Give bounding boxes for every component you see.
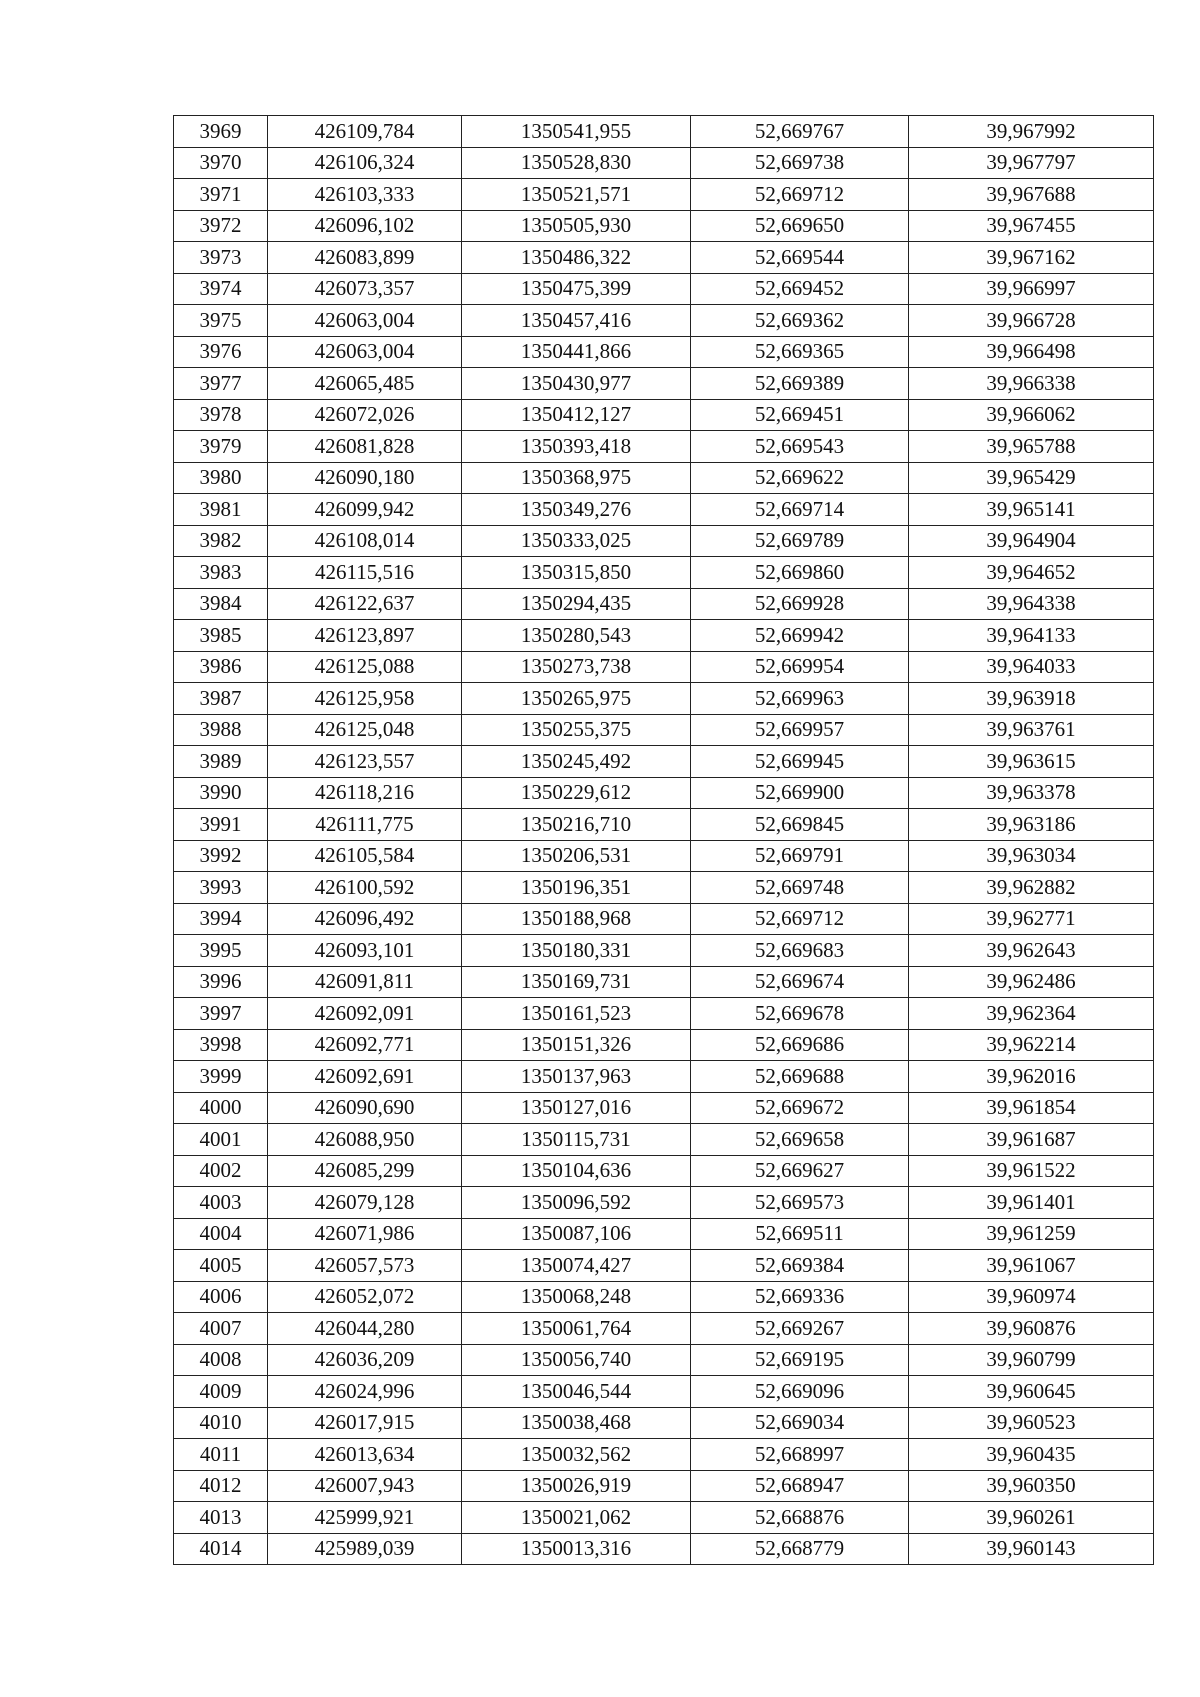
latitude-cell: 52,669573	[691, 1187, 909, 1219]
longitude-cell: 39,961854	[909, 1092, 1154, 1124]
point-number-cell: 4001	[174, 1124, 268, 1156]
point-number-cell: 3984	[174, 588, 268, 620]
point-number-cell: 4003	[174, 1187, 268, 1219]
point-number-cell: 4007	[174, 1313, 268, 1345]
x-coordinate-cell: 426106,324	[268, 147, 462, 179]
longitude-cell: 39,960876	[909, 1313, 1154, 1345]
point-number-cell: 4006	[174, 1281, 268, 1313]
table-row	[174, 1061, 1154, 1093]
longitude-cell: 39,962016	[909, 1061, 1154, 1093]
x-coordinate-cell: 426065,485	[268, 368, 462, 400]
latitude-cell: 52,669336	[691, 1281, 909, 1313]
point-number-cell: 3992	[174, 840, 268, 872]
latitude-cell: 52,669622	[691, 462, 909, 494]
latitude-cell: 52,669658	[691, 1124, 909, 1156]
x-coordinate-cell: 426115,516	[268, 557, 462, 589]
y-coordinate-cell: 1350061,764	[462, 1313, 691, 1345]
longitude-cell: 39,965141	[909, 494, 1154, 526]
y-coordinate-cell: 1350441,866	[462, 336, 691, 368]
y-coordinate-cell: 1350486,322	[462, 242, 691, 274]
y-coordinate-cell: 1350046,544	[462, 1376, 691, 1408]
point-number-cell: 3985	[174, 620, 268, 652]
x-coordinate-cell: 426036,209	[268, 1344, 462, 1376]
x-coordinate-cell: 426092,091	[268, 998, 462, 1030]
longitude-cell: 39,961687	[909, 1124, 1154, 1156]
table-row	[174, 273, 1154, 305]
longitude-cell: 39,962486	[909, 966, 1154, 998]
table-row	[174, 116, 1154, 148]
x-coordinate-cell: 426083,899	[268, 242, 462, 274]
table-row	[174, 431, 1154, 463]
x-coordinate-cell: 426111,775	[268, 809, 462, 841]
table-row	[174, 336, 1154, 368]
y-coordinate-cell: 1350216,710	[462, 809, 691, 841]
longitude-cell: 39,960143	[909, 1533, 1154, 1565]
longitude-cell: 39,964652	[909, 557, 1154, 589]
latitude-cell: 52,669945	[691, 746, 909, 778]
y-coordinate-cell: 1350528,830	[462, 147, 691, 179]
latitude-cell: 52,669714	[691, 494, 909, 526]
table-row	[174, 305, 1154, 337]
x-coordinate-cell: 426103,333	[268, 179, 462, 211]
latitude-cell: 52,669860	[691, 557, 909, 589]
x-coordinate-cell: 426017,915	[268, 1407, 462, 1439]
y-coordinate-cell: 1350021,062	[462, 1502, 691, 1534]
point-number-cell: 3986	[174, 651, 268, 683]
y-coordinate-cell: 1350188,968	[462, 903, 691, 935]
table-row	[174, 683, 1154, 715]
point-number-cell: 3990	[174, 777, 268, 809]
coordinates-table-body	[174, 116, 1154, 1565]
point-number-cell: 4002	[174, 1155, 268, 1187]
table-row	[174, 368, 1154, 400]
y-coordinate-cell: 1350265,975	[462, 683, 691, 715]
point-number-cell: 3996	[174, 966, 268, 998]
y-coordinate-cell: 1350137,963	[462, 1061, 691, 1093]
longitude-cell: 39,967688	[909, 179, 1154, 211]
longitude-cell: 39,961067	[909, 1250, 1154, 1282]
y-coordinate-cell: 1350255,375	[462, 714, 691, 746]
x-coordinate-cell: 426073,357	[268, 273, 462, 305]
longitude-cell: 39,960435	[909, 1439, 1154, 1471]
longitude-cell: 39,963918	[909, 683, 1154, 715]
point-number-cell: 3989	[174, 746, 268, 778]
x-coordinate-cell: 426013,634	[268, 1439, 462, 1471]
latitude-cell: 52,669942	[691, 620, 909, 652]
table-row	[174, 242, 1154, 274]
table-row	[174, 399, 1154, 431]
x-coordinate-cell: 426081,828	[268, 431, 462, 463]
y-coordinate-cell: 1350393,418	[462, 431, 691, 463]
x-coordinate-cell: 426099,942	[268, 494, 462, 526]
point-number-cell: 3973	[174, 242, 268, 274]
x-coordinate-cell: 425989,039	[268, 1533, 462, 1565]
longitude-cell: 39,963186	[909, 809, 1154, 841]
y-coordinate-cell: 1350333,025	[462, 525, 691, 557]
table-row	[174, 1029, 1154, 1061]
point-number-cell: 3980	[174, 462, 268, 494]
table-row	[174, 1218, 1154, 1250]
latitude-cell: 52,669195	[691, 1344, 909, 1376]
longitude-cell: 39,960523	[909, 1407, 1154, 1439]
table-row	[174, 1313, 1154, 1345]
table-row	[174, 525, 1154, 557]
x-coordinate-cell: 426105,584	[268, 840, 462, 872]
y-coordinate-cell: 1350115,731	[462, 1124, 691, 1156]
latitude-cell: 52,669738	[691, 147, 909, 179]
y-coordinate-cell: 1350104,636	[462, 1155, 691, 1187]
table-row	[174, 557, 1154, 589]
x-coordinate-cell: 426071,986	[268, 1218, 462, 1250]
x-coordinate-cell: 426093,101	[268, 935, 462, 967]
longitude-cell: 39,962882	[909, 872, 1154, 904]
y-coordinate-cell: 1350169,731	[462, 966, 691, 998]
y-coordinate-cell: 1350541,955	[462, 116, 691, 148]
y-coordinate-cell: 1350151,326	[462, 1029, 691, 1061]
latitude-cell: 52,669845	[691, 809, 909, 841]
table-row	[174, 777, 1154, 809]
y-coordinate-cell: 1350521,571	[462, 179, 691, 211]
latitude-cell: 52,669267	[691, 1313, 909, 1345]
latitude-cell: 52,669900	[691, 777, 909, 809]
point-number-cell: 3999	[174, 1061, 268, 1093]
y-coordinate-cell: 1350038,468	[462, 1407, 691, 1439]
point-number-cell: 3983	[174, 557, 268, 589]
point-number-cell: 4000	[174, 1092, 268, 1124]
latitude-cell: 52,669034	[691, 1407, 909, 1439]
y-coordinate-cell: 1350412,127	[462, 399, 691, 431]
x-coordinate-cell: 426096,102	[268, 210, 462, 242]
longitude-cell: 39,967992	[909, 116, 1154, 148]
table-row	[174, 840, 1154, 872]
point-number-cell: 3997	[174, 998, 268, 1030]
x-coordinate-cell: 426052,072	[268, 1281, 462, 1313]
longitude-cell: 39,962771	[909, 903, 1154, 935]
x-coordinate-cell: 426088,950	[268, 1124, 462, 1156]
longitude-cell: 39,966062	[909, 399, 1154, 431]
point-number-cell: 4013	[174, 1502, 268, 1534]
y-coordinate-cell: 1350096,592	[462, 1187, 691, 1219]
longitude-cell: 39,960350	[909, 1470, 1154, 1502]
latitude-cell: 52,669365	[691, 336, 909, 368]
latitude-cell: 52,669389	[691, 368, 909, 400]
y-coordinate-cell: 1350180,331	[462, 935, 691, 967]
x-coordinate-cell: 426125,048	[268, 714, 462, 746]
longitude-cell: 39,962214	[909, 1029, 1154, 1061]
point-number-cell: 3993	[174, 872, 268, 904]
x-coordinate-cell: 426108,014	[268, 525, 462, 557]
longitude-cell: 39,967162	[909, 242, 1154, 274]
latitude-cell: 52,669683	[691, 935, 909, 967]
point-number-cell: 3991	[174, 809, 268, 841]
longitude-cell: 39,960799	[909, 1344, 1154, 1376]
table-row	[174, 809, 1154, 841]
longitude-cell: 39,963034	[909, 840, 1154, 872]
x-coordinate-cell: 426092,771	[268, 1029, 462, 1061]
latitude-cell: 52,669511	[691, 1218, 909, 1250]
table-row	[174, 1502, 1154, 1534]
latitude-cell: 52,668947	[691, 1470, 909, 1502]
table-row	[174, 935, 1154, 967]
table-row	[174, 1376, 1154, 1408]
latitude-cell: 52,669678	[691, 998, 909, 1030]
point-number-cell: 3995	[174, 935, 268, 967]
x-coordinate-cell: 426063,004	[268, 305, 462, 337]
longitude-cell: 39,961401	[909, 1187, 1154, 1219]
x-coordinate-cell: 426063,004	[268, 336, 462, 368]
longitude-cell: 39,961522	[909, 1155, 1154, 1187]
table-row	[174, 1439, 1154, 1471]
point-number-cell: 4005	[174, 1250, 268, 1282]
latitude-cell: 52,669767	[691, 116, 909, 148]
latitude-cell: 52,669384	[691, 1250, 909, 1282]
longitude-cell: 39,966728	[909, 305, 1154, 337]
table-row	[174, 1187, 1154, 1219]
longitude-cell: 39,966338	[909, 368, 1154, 400]
table-row	[174, 210, 1154, 242]
table-row	[174, 147, 1154, 179]
x-coordinate-cell: 426122,637	[268, 588, 462, 620]
latitude-cell: 52,669957	[691, 714, 909, 746]
y-coordinate-cell: 1350457,416	[462, 305, 691, 337]
x-coordinate-cell: 426090,180	[268, 462, 462, 494]
table-row	[174, 1470, 1154, 1502]
point-number-cell: 3978	[174, 399, 268, 431]
x-coordinate-cell: 426079,128	[268, 1187, 462, 1219]
table-row	[174, 872, 1154, 904]
point-number-cell: 3976	[174, 336, 268, 368]
point-number-cell: 3969	[174, 116, 268, 148]
x-coordinate-cell: 425999,921	[268, 1502, 462, 1534]
point-number-cell: 3971	[174, 179, 268, 211]
longitude-cell: 39,960974	[909, 1281, 1154, 1313]
table-row	[174, 714, 1154, 746]
latitude-cell: 52,668779	[691, 1533, 909, 1565]
longitude-cell: 39,964904	[909, 525, 1154, 557]
point-number-cell: 3970	[174, 147, 268, 179]
longitude-cell: 39,962643	[909, 935, 1154, 967]
x-coordinate-cell: 426072,026	[268, 399, 462, 431]
x-coordinate-cell: 426123,897	[268, 620, 462, 652]
y-coordinate-cell: 1350368,975	[462, 462, 691, 494]
y-coordinate-cell: 1350475,399	[462, 273, 691, 305]
latitude-cell: 52,669650	[691, 210, 909, 242]
latitude-cell: 52,669688	[691, 1061, 909, 1093]
latitude-cell: 52,669543	[691, 431, 909, 463]
point-number-cell: 3974	[174, 273, 268, 305]
latitude-cell: 52,669362	[691, 305, 909, 337]
point-number-cell: 4004	[174, 1218, 268, 1250]
table-row	[174, 1407, 1154, 1439]
x-coordinate-cell: 426100,592	[268, 872, 462, 904]
coordinates-table	[173, 115, 1154, 1565]
point-number-cell: 4009	[174, 1376, 268, 1408]
longitude-cell: 39,966997	[909, 273, 1154, 305]
latitude-cell: 52,669627	[691, 1155, 909, 1187]
x-coordinate-cell: 426057,573	[268, 1250, 462, 1282]
table-row	[174, 1124, 1154, 1156]
y-coordinate-cell: 1350206,531	[462, 840, 691, 872]
x-coordinate-cell: 426125,958	[268, 683, 462, 715]
longitude-cell: 39,967455	[909, 210, 1154, 242]
y-coordinate-cell: 1350032,562	[462, 1439, 691, 1471]
point-number-cell: 4014	[174, 1533, 268, 1565]
table-row	[174, 651, 1154, 683]
longitude-cell: 39,965429	[909, 462, 1154, 494]
table-row	[174, 1250, 1154, 1282]
point-number-cell: 3981	[174, 494, 268, 526]
y-coordinate-cell: 1350349,276	[462, 494, 691, 526]
longitude-cell: 39,963615	[909, 746, 1154, 778]
y-coordinate-cell: 1350056,740	[462, 1344, 691, 1376]
latitude-cell: 52,669686	[691, 1029, 909, 1061]
x-coordinate-cell: 426092,691	[268, 1061, 462, 1093]
y-coordinate-cell: 1350505,930	[462, 210, 691, 242]
y-coordinate-cell: 1350273,738	[462, 651, 691, 683]
table-row	[174, 998, 1154, 1030]
x-coordinate-cell: 426085,299	[268, 1155, 462, 1187]
x-coordinate-cell: 426044,280	[268, 1313, 462, 1345]
latitude-cell: 52,669672	[691, 1092, 909, 1124]
point-number-cell: 3987	[174, 683, 268, 715]
table-row	[174, 903, 1154, 935]
latitude-cell: 52,669928	[691, 588, 909, 620]
y-coordinate-cell: 1350315,850	[462, 557, 691, 589]
y-coordinate-cell: 1350196,351	[462, 872, 691, 904]
latitude-cell: 52,668876	[691, 1502, 909, 1534]
longitude-cell: 39,960261	[909, 1502, 1154, 1534]
longitude-cell: 39,963378	[909, 777, 1154, 809]
latitude-cell: 52,669748	[691, 872, 909, 904]
table-row	[174, 462, 1154, 494]
latitude-cell: 52,669096	[691, 1376, 909, 1408]
y-coordinate-cell: 1350074,427	[462, 1250, 691, 1282]
longitude-cell: 39,962364	[909, 998, 1154, 1030]
longitude-cell: 39,964338	[909, 588, 1154, 620]
longitude-cell: 39,960645	[909, 1376, 1154, 1408]
y-coordinate-cell: 1350161,523	[462, 998, 691, 1030]
point-number-cell: 4012	[174, 1470, 268, 1502]
y-coordinate-cell: 1350087,106	[462, 1218, 691, 1250]
y-coordinate-cell: 1350280,543	[462, 620, 691, 652]
x-coordinate-cell: 426096,492	[268, 903, 462, 935]
y-coordinate-cell: 1350127,016	[462, 1092, 691, 1124]
latitude-cell: 52,669712	[691, 903, 909, 935]
x-coordinate-cell: 426123,557	[268, 746, 462, 778]
x-coordinate-cell: 426090,690	[268, 1092, 462, 1124]
x-coordinate-cell: 426091,811	[268, 966, 462, 998]
point-number-cell: 4010	[174, 1407, 268, 1439]
latitude-cell: 52,669963	[691, 683, 909, 715]
point-number-cell: 3977	[174, 368, 268, 400]
point-number-cell: 4008	[174, 1344, 268, 1376]
point-number-cell: 3972	[174, 210, 268, 242]
longitude-cell: 39,964133	[909, 620, 1154, 652]
y-coordinate-cell: 1350229,612	[462, 777, 691, 809]
y-coordinate-cell: 1350294,435	[462, 588, 691, 620]
point-number-cell: 3988	[174, 714, 268, 746]
y-coordinate-cell: 1350013,316	[462, 1533, 691, 1565]
point-number-cell: 3979	[174, 431, 268, 463]
y-coordinate-cell: 1350430,977	[462, 368, 691, 400]
x-coordinate-cell: 426125,088	[268, 651, 462, 683]
longitude-cell: 39,963761	[909, 714, 1154, 746]
latitude-cell: 52,669954	[691, 651, 909, 683]
point-number-cell: 3994	[174, 903, 268, 935]
latitude-cell: 52,669452	[691, 273, 909, 305]
x-coordinate-cell: 426007,943	[268, 1470, 462, 1502]
latitude-cell: 52,669674	[691, 966, 909, 998]
longitude-cell: 39,961259	[909, 1218, 1154, 1250]
y-coordinate-cell: 1350245,492	[462, 746, 691, 778]
longitude-cell: 39,966498	[909, 336, 1154, 368]
x-coordinate-cell: 426109,784	[268, 116, 462, 148]
y-coordinate-cell: 1350026,919	[462, 1470, 691, 1502]
table-row	[174, 588, 1154, 620]
latitude-cell: 52,669712	[691, 179, 909, 211]
table-row	[174, 966, 1154, 998]
longitude-cell: 39,964033	[909, 651, 1154, 683]
point-number-cell: 3975	[174, 305, 268, 337]
point-number-cell: 3982	[174, 525, 268, 557]
point-number-cell: 3998	[174, 1029, 268, 1061]
table-row	[174, 1155, 1154, 1187]
longitude-cell: 39,967797	[909, 147, 1154, 179]
longitude-cell: 39,965788	[909, 431, 1154, 463]
table-row	[174, 746, 1154, 778]
table-row	[174, 179, 1154, 211]
table-row	[174, 494, 1154, 526]
x-coordinate-cell: 426024,996	[268, 1376, 462, 1408]
x-coordinate-cell: 426118,216	[268, 777, 462, 809]
y-coordinate-cell: 1350068,248	[462, 1281, 691, 1313]
table-row	[174, 1533, 1154, 1565]
point-number-cell: 4011	[174, 1439, 268, 1471]
table-row	[174, 1281, 1154, 1313]
table-row	[174, 1092, 1154, 1124]
latitude-cell: 52,669451	[691, 399, 909, 431]
latitude-cell: 52,669544	[691, 242, 909, 274]
table-row	[174, 1344, 1154, 1376]
table-row	[174, 620, 1154, 652]
latitude-cell: 52,669791	[691, 840, 909, 872]
latitude-cell: 52,668997	[691, 1439, 909, 1471]
latitude-cell: 52,669789	[691, 525, 909, 557]
